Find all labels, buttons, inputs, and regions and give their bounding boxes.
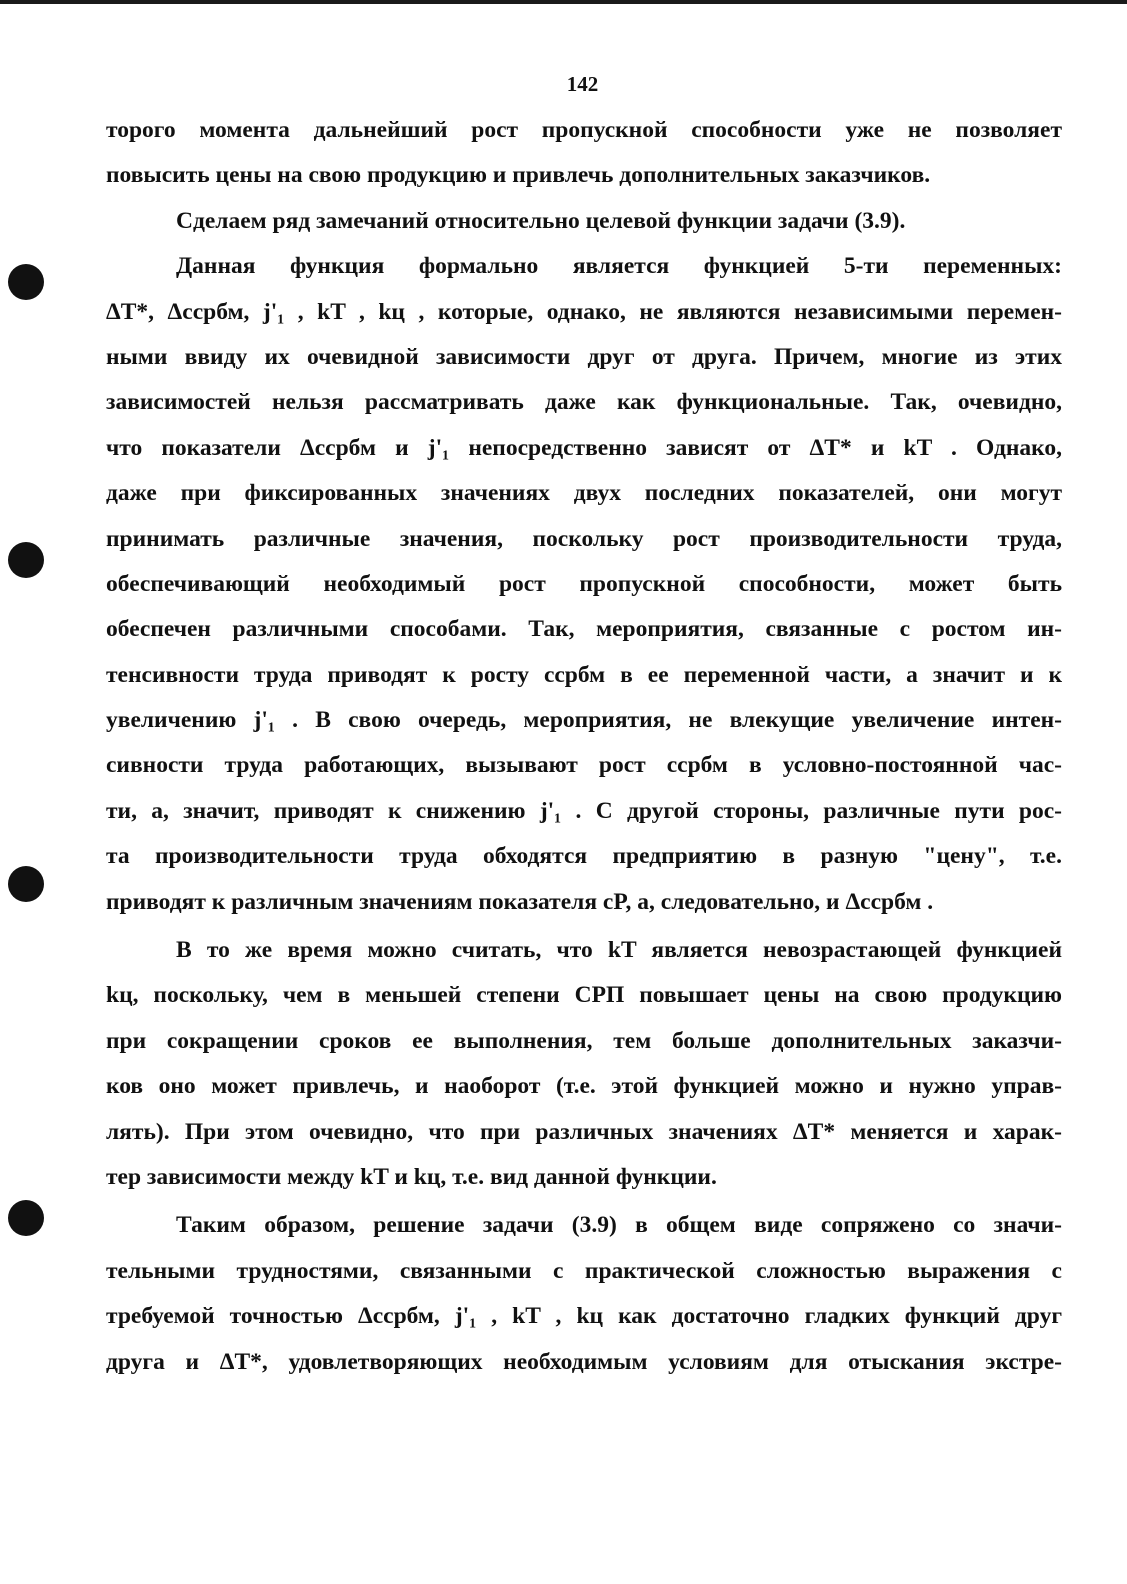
text-line: kц, поскольку, чем в меньшей степени СРП повышает цены на свою продукцию — [106, 982, 1062, 1009]
punch-hole — [8, 542, 44, 578]
text-line: лять). При этом очевидно, что при различных значениях ΔT* меняется и харак- — [106, 1118, 1062, 1145]
text-line: что показатели Δccpбм и j'₁ непосредственно зависят от ΔT* и kT . Однако, — [106, 434, 1062, 461]
text-line: повысить цены на свою продукцию и привлечь дополнительных заказчиков. — [106, 162, 931, 189]
text-line: зависимостей нельзя рассматривать даже как функциональные. Так, очевидно, — [106, 389, 1062, 416]
text-line: В то же время можно считать, что kT является невозрастающей функцией — [176, 937, 1062, 964]
text-line: ков оно может привлечь, и наоборот (т.е. этой функцией можно и нужно управ- — [106, 1073, 1062, 1100]
text-line: даже при фиксированных значениях двух последних показателей, они могут — [106, 480, 1062, 507]
page-number: 142 — [566, 72, 599, 96]
text-line: обеспечивающий необходимый рост пропускной способности, может быть — [106, 570, 1062, 597]
text-line: обеспечен различными способами. Так, мероприятия, связанные с ростом ин- — [106, 616, 1062, 643]
punch-hole — [8, 264, 44, 300]
text-line: ными ввиду их очевидной зависимости друг от друга. Причем, многие из этих — [106, 343, 1062, 370]
text-line: принимать различные значения, поскольку рост производительности труда, — [106, 525, 1062, 552]
text-line: Таким образом, решение задачи (3.9) в общем виде сопряжено со значи- — [176, 1212, 1062, 1239]
text-line: тенсивности труда приводят к росту ccpбм в ее переменной части, а значит и к — [106, 661, 1062, 688]
text-line: требуемой точностью Δccpбм, j'₁ , kT , kц как достаточно гладких функций друг — [106, 1303, 1062, 1330]
text-line: друга и ΔT*, удовлетворяющих необходимым условиям для отыскания экстре- — [106, 1348, 1062, 1375]
scan-top-border — [0, 0, 1127, 4]
text-line: Сделаем ряд замечаний относительно целевой функции задачи (3.9). — [176, 207, 906, 234]
text-line: Данная функция формально является функцией 5-ти переменных: — [176, 253, 1062, 280]
text-line: торого момента дальнейший рост пропускной способности уже не позволяет — [106, 117, 1062, 143]
punch-hole — [8, 1200, 44, 1236]
text-line: приводят к различным значениям показателя cP, а, следовательно, и Δccpбм . — [106, 888, 934, 915]
text-line: тер зависимости между kT и kц, т.е. вид данной функции. — [106, 1163, 717, 1190]
text-line: увеличению j'₁ . В свою очередь, мероприятия, не влекущие увеличение интен- — [106, 707, 1062, 734]
text-line: ΔT*, Δccpбм, j'₁ , kT , kц , которые, однако, не являются независимыми перемен- — [106, 298, 1062, 325]
text-line: тельными трудностями, связанными с практической сложностью выражения с — [106, 1257, 1062, 1284]
punch-hole — [8, 866, 44, 902]
text-line: ти, а, значит, приводят к снижению j'₁ . С другой стороны, различные пути рос- — [106, 797, 1062, 824]
body-text — [106, 108, 1062, 1385]
text-line: сивности труда работающих, вызывают рост ccpбм в условно-постоянной час- — [106, 752, 1062, 779]
text-line: при сокращении сроков ее выполнения, тем больше дополнительных заказчи- — [106, 1027, 1062, 1054]
text-line: та производительности труда обходятся предприятию в разную "цену", т.е. — [106, 843, 1062, 870]
